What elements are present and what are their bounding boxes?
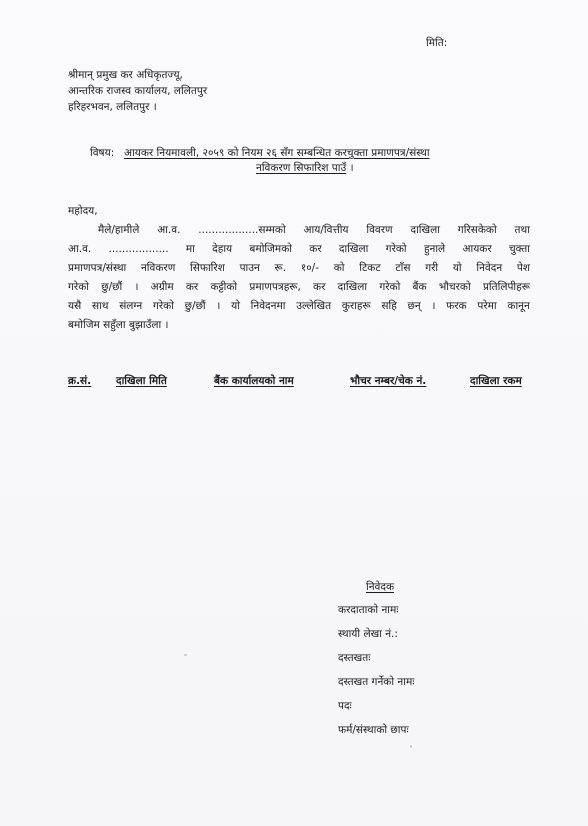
applicant-taxpayer-name: करदाताको नामः	[338, 604, 399, 616]
salutation: महोदय,	[68, 205, 98, 217]
word: ।	[134, 281, 139, 293]
scan-speck	[410, 745, 412, 748]
word: अग्रीम	[150, 281, 174, 293]
word: आय/वित्तीय	[303, 224, 349, 236]
word: यो	[452, 262, 462, 274]
subject-line-2	[256, 161, 354, 175]
table-header-deposit-amount: दाखिला रकम	[470, 375, 522, 387]
word: गरी	[425, 262, 439, 274]
word: कट्टीको	[210, 281, 238, 293]
body-line-4	[68, 278, 530, 297]
subject-line-2-text: नविकरण सिफारिश पाउँ	[256, 162, 347, 174]
word: उल्लेखित	[296, 300, 332, 312]
applicant-firm-stamp: फर्म/संस्थाको छापः	[338, 724, 409, 736]
word: आ.व.	[68, 243, 92, 255]
word: प्रमाणपत्रहरू,	[249, 281, 301, 293]
word: यो	[231, 300, 240, 312]
body-line-6: बमोजिम सहुँला बुझाउँला ।	[68, 319, 169, 331]
word: कर	[185, 281, 199, 293]
table-header-deposit-date: दाखिला मिति	[116, 375, 167, 387]
word: गरेको	[68, 281, 89, 293]
recipient-line-1: श्रीमान् प्रमुख कर अधिकृतज्यू,	[68, 69, 183, 81]
scan-speck	[184, 654, 187, 656]
word: ..................	[108, 243, 169, 255]
word: टाँस	[395, 262, 411, 274]
word: मा	[185, 243, 195, 255]
applicant-signature: दस्तखतः	[338, 652, 371, 664]
word: को	[333, 262, 345, 274]
subject-line-2-end: ।	[349, 162, 354, 174]
word: दाखिला	[410, 224, 440, 236]
word: ..................सम्मको	[198, 224, 286, 236]
word: रू.	[274, 262, 287, 274]
subject-line-1: आयकर नियमावली, २०५९ को नियम २६ सँग सम्बन्धित करचुक्ता प्रमाणपत्र/संस्था	[124, 147, 430, 159]
word: कानून	[507, 300, 530, 312]
word: हुनाले	[423, 243, 446, 255]
body-line-1	[68, 221, 530, 240]
word: गरेको	[379, 281, 401, 293]
word: ।	[431, 300, 436, 312]
table-header-bank-office: बैंक कार्यालयको नाम	[214, 375, 294, 387]
recipient-line-3: हरिहरभवन, ललितपुर ।	[68, 101, 157, 113]
word: दाखिला	[338, 243, 369, 255]
table-header-voucher-number: भौचर नम्बर/चेक नं.	[350, 375, 427, 387]
word: फरक	[446, 300, 467, 312]
applicant-signer-name: दस्तखत गर्नेको नामः	[338, 676, 415, 688]
word: साथ	[91, 300, 109, 312]
word: कर	[313, 281, 326, 293]
body-line-2	[68, 240, 530, 259]
word: पेश	[516, 262, 530, 274]
word: पाउन	[239, 262, 260, 274]
recipient-line-2: आन्तरिक राजस्व कार्यालय, ललितपुर	[68, 85, 208, 97]
applicant-designation: पदः	[338, 700, 352, 712]
word: संलग्न	[119, 300, 143, 312]
word: छु/छौं	[184, 300, 206, 312]
word: देहाय	[212, 243, 233, 255]
body-paragraph	[68, 221, 530, 335]
word: निवेदन	[476, 262, 503, 274]
word: आ.व.	[157, 224, 181, 236]
word: बमोजिमको	[249, 243, 292, 255]
word: कुराहरू	[341, 300, 371, 312]
word: छन्	[407, 300, 421, 312]
body-line-5	[68, 297, 530, 316]
word: गरेको	[152, 300, 174, 312]
word: प्रतिलिपीहरू	[482, 281, 530, 293]
date-label: मिति:	[426, 37, 448, 49]
word: टिकट	[359, 262, 381, 274]
word: चुक्ता	[508, 243, 530, 255]
word: १०/-	[300, 262, 320, 274]
table-header-serial: क्र.सं.	[68, 375, 92, 387]
word: दाखिला	[337, 281, 368, 293]
applicant-heading: निवेदक	[366, 581, 395, 593]
word: ।	[216, 300, 221, 312]
word: विवरण	[366, 224, 393, 236]
word: निवेदनमा	[250, 300, 286, 312]
applicant-pan-number: स्थायी लेखा नं.:	[338, 628, 398, 640]
word: परेमा	[477, 300, 497, 312]
word: गरेको	[385, 243, 407, 255]
word: छु/छौं	[101, 281, 123, 293]
word: बैंक	[412, 281, 427, 293]
subject-label: विषय:	[90, 147, 115, 159]
word: सहि	[381, 300, 397, 312]
word: सिफारिश	[190, 262, 225, 274]
word: प्रमाणपत्र/संस्था	[68, 262, 127, 274]
word: गरिसकेको	[457, 224, 497, 236]
word: यसै	[68, 300, 82, 312]
word: आयकर	[462, 243, 492, 255]
word: नविकरण	[140, 262, 176, 274]
word: तथा	[514, 224, 530, 236]
word: भौचरको	[438, 281, 471, 293]
word: कर	[309, 243, 322, 255]
body-line-3	[68, 259, 530, 278]
word: मैले/हामीले	[98, 224, 140, 236]
